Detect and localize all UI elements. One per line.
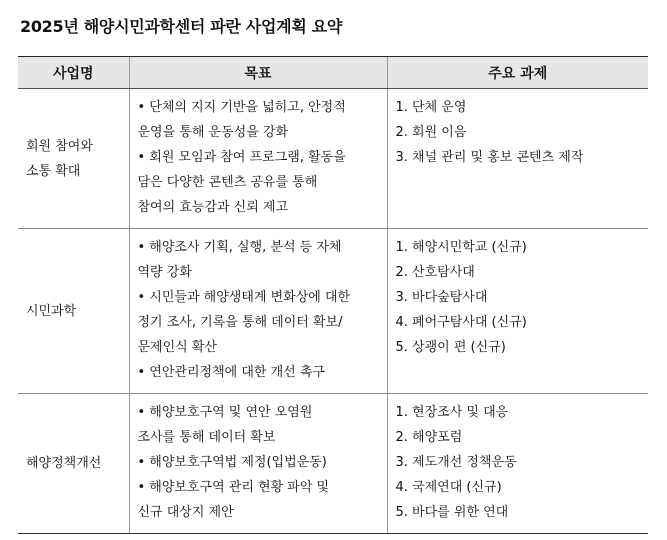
task-item: 4. 국제연대 (신규) — [395, 480, 502, 495]
task-item: 3. 채널 관리 및 홍보 콘텐츠 제작 — [395, 150, 584, 165]
project-name-line: 소통 확대 — [26, 163, 81, 179]
goal-line: • 회원 모임과 참여 프로그램, 활동을 — [137, 150, 346, 165]
goal-line: • 해양조사 기획, 실행, 분석 등 자체 — [137, 240, 342, 255]
tasks-cell — [387, 89, 648, 229]
header-goals: 목표 — [129, 57, 387, 89]
project-name-cell — [18, 89, 129, 229]
task-item: 5. 바다를 위한 연대 — [395, 505, 509, 520]
header-main-tasks: 주요 과제 — [387, 57, 648, 89]
goal-line: 신규 대상지 제안 — [137, 505, 234, 520]
goals-cell — [129, 89, 387, 229]
goal-line: • 해양보호구역 및 연안 오염원 — [137, 405, 313, 420]
document-title: 2025년 해양시민과학센터 파란 사업계획 요약 — [20, 17, 343, 36]
project-name-cell — [18, 229, 129, 394]
task-item: 1. 단체 운영 — [395, 100, 467, 115]
goal-line: • 시민들과 해양생태계 변화상에 대한 — [137, 290, 351, 305]
plan-summary-table — [18, 56, 648, 534]
task-item: 2. 회원 이음 — [395, 125, 467, 140]
project-name-line: 해양정책개선 — [26, 456, 102, 471]
task-item: 3. 바다숲탐사대 — [395, 290, 488, 305]
goal-line: • 해양보호구역 관리 현황 파악 및 — [137, 480, 330, 495]
task-item: 2. 산호탐사대 — [395, 265, 475, 280]
goal-line: 조사를 통해 데이터 확보 — [137, 430, 276, 445]
task-item: 5. 상괭이 편 (신규) — [395, 340, 506, 355]
goal-line: 운영을 통해 운동성을 강화 — [137, 125, 289, 140]
table-row — [18, 394, 648, 534]
tasks-cell — [387, 229, 648, 394]
goals-cell — [129, 229, 387, 394]
table-row — [18, 229, 648, 394]
project-name-line: 회원 참여와 — [26, 138, 93, 154]
goal-line: 참여의 효능감과 신뢰 제고 — [137, 200, 289, 215]
goal-line: 문제인식 확산 — [137, 340, 217, 355]
goal-line: 담은 다양한 콘텐츠 공유를 통해 — [137, 175, 318, 190]
goals-cell — [129, 394, 387, 534]
tasks-cell — [387, 394, 648, 534]
task-item: 2. 해양포럼 — [395, 430, 463, 445]
project-name-line: 시민과학 — [26, 303, 77, 319]
goal-line: • 단체의 지지 기반을 넓히고, 안정적 — [137, 100, 346, 115]
goal-line: • 연안관리정책에 대한 개선 촉구 — [137, 365, 325, 380]
goal-line: 정기 조사, 기록을 통해 데이터 확보/ — [137, 315, 343, 330]
task-item: 3. 제도개선 정책운동 — [395, 455, 517, 470]
goal-line: • 해양보호구역법 제정(입법운동) — [137, 455, 327, 470]
table-row — [18, 89, 648, 229]
table-header-row — [18, 57, 648, 89]
task-item: 1. 해양시민학교 (신규) — [395, 240, 527, 255]
goal-line: 역량 강화 — [137, 265, 192, 280]
project-name-cell — [18, 394, 129, 534]
task-item: 4. 폐어구탐사대 (신규) — [395, 315, 527, 330]
task-item: 1. 현장조사 및 대응 — [395, 405, 509, 420]
header-project-name: 사업명 — [18, 57, 129, 89]
